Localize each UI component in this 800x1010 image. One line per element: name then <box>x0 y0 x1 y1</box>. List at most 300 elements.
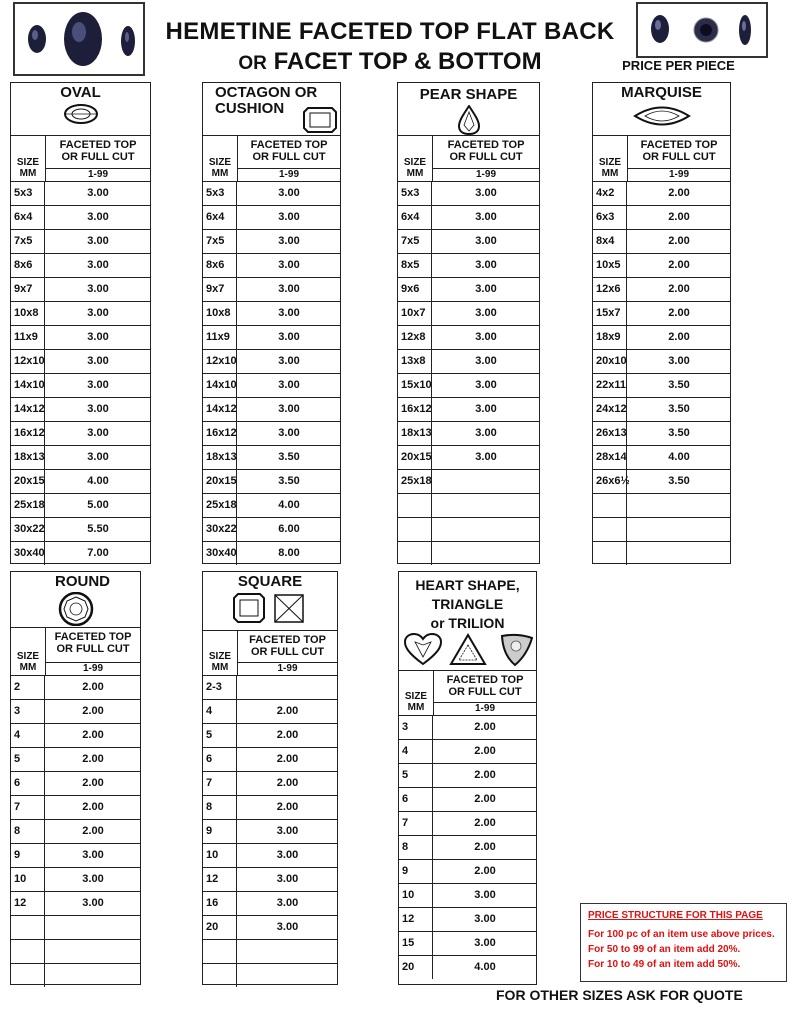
price-cell <box>433 517 539 541</box>
size-cell: 5 <box>399 763 433 787</box>
table-oval <box>10 82 151 564</box>
size-cell: 10x5 <box>593 253 627 277</box>
price-cell: 3.00 <box>278 427 300 439</box>
size-cell: 20x10 <box>593 349 627 373</box>
price-column-header <box>238 135 340 181</box>
table-row <box>593 325 730 350</box>
table-row <box>398 253 539 278</box>
price-cell: 2.00 <box>82 681 104 693</box>
price-structure-line-2: For 50 to 99 of an item add 20%. <box>588 944 741 955</box>
table-row <box>399 763 536 788</box>
table-oval-title: OVAL <box>60 84 101 101</box>
qty-label: 1-99 <box>238 168 340 181</box>
price-cell: 3.00 <box>475 235 497 247</box>
table-row <box>398 493 539 518</box>
price-column-header <box>628 135 730 181</box>
price-cell: 3.00 <box>87 403 109 415</box>
table-round-column-header <box>11 627 140 676</box>
price-cell: 2.00 <box>276 801 299 813</box>
table-row <box>593 421 730 446</box>
size-cell: 20x15 <box>398 445 432 469</box>
footer-note: FOR OTHER SIZES ASK FOR QUOTE <box>496 987 743 1003</box>
price-label-line1: FACETED TOP <box>446 674 524 686</box>
price-cell: 3.00 <box>276 825 299 837</box>
size-cell: 9x6 <box>398 277 432 301</box>
table-pear <box>397 82 540 564</box>
price-column-header <box>238 630 337 675</box>
table-pear-title: PEAR SHAPE <box>419 86 518 103</box>
table-row <box>203 843 337 868</box>
table-row <box>11 373 150 398</box>
price-cell <box>238 963 337 987</box>
table-square-header <box>203 572 337 631</box>
size-cell: 12 <box>399 907 433 931</box>
price-label-line1: FACETED TOP <box>249 634 326 646</box>
table-row <box>11 891 140 916</box>
table-row <box>11 277 150 302</box>
price-structure-line-3: For 10 to 49 of an item add 50%. <box>588 959 741 970</box>
table-row <box>11 675 140 700</box>
size-cell: 5x3 <box>11 181 45 205</box>
price-cell: 3.50 <box>278 451 300 463</box>
size-column-header <box>11 627 46 675</box>
table-row <box>398 397 539 422</box>
table-row <box>11 915 140 940</box>
size-cell: 2-3 <box>203 675 237 699</box>
price-structure-heading: PRICE STRUCTURE FOR THIS PAGE <box>588 910 763 921</box>
size-cell: 18x13 <box>398 421 432 445</box>
table-row <box>399 715 536 740</box>
table-row <box>11 963 140 987</box>
price-label-line2: OR FULL CUT <box>448 686 522 698</box>
price-cell: 3.00 <box>87 427 109 439</box>
table-row <box>11 325 150 350</box>
price-cell: 3.00 <box>475 355 497 367</box>
table-row <box>11 795 140 820</box>
size-cell <box>11 915 45 939</box>
gem-photo-right-image <box>638 4 766 56</box>
table-row <box>11 229 150 254</box>
table-row <box>11 843 140 868</box>
price-cell: 4.00 <box>668 451 690 463</box>
table-pear-header <box>398 83 539 136</box>
price-per-piece-label: PRICE PER PIECE <box>622 58 735 73</box>
octagon-gem-icon <box>303 107 337 133</box>
size-cell: 16 <box>203 891 237 915</box>
table-row <box>11 771 140 796</box>
table-round <box>10 571 141 985</box>
table-oval-column-header <box>11 135 150 182</box>
table-row <box>399 811 536 836</box>
table-row <box>203 675 337 700</box>
size-column-header <box>398 135 433 181</box>
price-label-line2: OR FULL CUT <box>61 151 135 163</box>
size-column-header <box>203 630 238 675</box>
price-column-header <box>46 627 140 675</box>
size-cell: 10 <box>203 843 237 867</box>
page-title-line1: HEMETINE FACETED TOP FLAT BACK <box>165 18 615 45</box>
size-cell: 4 <box>11 723 45 747</box>
price-cell: 3.00 <box>475 451 497 463</box>
qty-label: 1-99 <box>434 702 536 715</box>
price-cell: 2.00 <box>82 801 104 813</box>
table-heart-title-line2: TRIANGLE <box>431 596 504 612</box>
table-row <box>11 493 150 518</box>
size-cell: 6 <box>203 747 237 771</box>
price-cell <box>628 541 730 565</box>
size-cell: 7x5 <box>203 229 237 253</box>
price-cell: 3.00 <box>474 913 496 925</box>
size-cell: 7x5 <box>398 229 432 253</box>
gem-photo-left-image <box>15 4 143 74</box>
table-row <box>11 517 150 542</box>
size-cell: 25x18 <box>203 493 237 517</box>
size-cell: 4 <box>203 699 237 723</box>
price-cell: 2.00 <box>668 307 690 319</box>
table-row <box>203 723 337 748</box>
price-cell: 2.00 <box>82 705 104 717</box>
price-cell <box>46 915 140 939</box>
price-cell: 3.00 <box>278 235 300 247</box>
price-cell: 3.00 <box>475 307 497 319</box>
price-column-header <box>433 135 539 181</box>
table-row <box>398 229 539 254</box>
table-pear-column-header <box>398 135 539 182</box>
price-cell <box>238 675 337 699</box>
price-cell: 2.00 <box>474 793 496 805</box>
table-row <box>11 819 140 844</box>
size-cell: 30x40 <box>11 541 45 565</box>
price-cell: 3.50 <box>668 403 690 415</box>
price-cell: 3.00 <box>474 937 496 949</box>
table-row <box>398 277 539 302</box>
size-cell: 7x5 <box>11 229 45 253</box>
table-row <box>399 955 536 979</box>
size-cell: 26x6½ <box>593 469 627 493</box>
table-marquise-header <box>593 83 730 136</box>
table-row <box>399 883 536 908</box>
size-cell: 8x5 <box>398 253 432 277</box>
size-cell <box>398 517 432 541</box>
size-cell: 7 <box>399 811 433 835</box>
price-cell: 3.00 <box>276 849 299 861</box>
table-row <box>203 915 337 940</box>
price-cell: 3.00 <box>278 283 300 295</box>
table-row <box>203 205 340 230</box>
price-label-line1: FACETED TOP <box>447 139 525 151</box>
table-row <box>398 301 539 326</box>
size-cell: 18x13 <box>11 445 45 469</box>
size-mm-label: SIZE MM <box>208 651 232 673</box>
table-heart-column-header <box>399 670 536 716</box>
table-row <box>593 493 730 518</box>
price-cell: 3.00 <box>278 307 300 319</box>
table-row <box>203 541 340 565</box>
size-cell: 24x12 <box>593 397 627 421</box>
table-row <box>11 301 150 326</box>
round-gem-icon <box>58 592 94 626</box>
price-label-line1: FACETED TOP <box>250 139 328 151</box>
table-square-title: SQUARE <box>237 573 303 590</box>
price-cell: 3.00 <box>475 427 497 439</box>
size-cell: 8x6 <box>203 253 237 277</box>
table-square <box>202 571 338 985</box>
size-mm-label: SIZE MM <box>598 157 622 179</box>
table-row <box>399 739 536 764</box>
table-row <box>398 469 539 494</box>
price-cell: 3.00 <box>87 283 109 295</box>
price-cell: 3.00 <box>87 259 109 271</box>
size-column-header <box>203 135 238 181</box>
table-row <box>203 229 340 254</box>
size-cell: 12x8 <box>398 325 432 349</box>
heart-triangle-trilion-icons <box>403 633 533 667</box>
price-cell: 3.00 <box>82 873 104 885</box>
price-cell: 3.00 <box>278 355 300 367</box>
table-row <box>593 229 730 254</box>
table-oval-header <box>11 83 150 136</box>
size-cell: 12x10 <box>203 349 237 373</box>
price-cell: 2.00 <box>474 865 496 877</box>
price-column-header <box>434 670 536 715</box>
table-row <box>203 939 337 964</box>
size-cell: 14x12 <box>203 397 237 421</box>
size-cell: 30x22 <box>203 517 237 541</box>
table-row <box>11 181 150 206</box>
price-cell: 3.00 <box>278 379 300 391</box>
table-row <box>399 835 536 860</box>
size-column-header <box>399 670 434 715</box>
price-cell <box>46 939 140 963</box>
price-cell: 3.00 <box>474 889 496 901</box>
size-cell <box>593 493 627 517</box>
table-row <box>11 747 140 772</box>
size-mm-label: SIZE MM <box>403 157 427 179</box>
table-row <box>593 181 730 206</box>
price-label-line1: FACETED TOP <box>54 631 132 643</box>
price-cell: 3.50 <box>668 379 690 391</box>
table-row <box>593 373 730 398</box>
size-cell: 6x4 <box>203 205 237 229</box>
table-row <box>203 253 340 278</box>
size-mm-label: SIZE MM <box>404 691 428 713</box>
price-cell: 3.00 <box>87 211 109 223</box>
size-cell: 16x12 <box>398 397 432 421</box>
size-cell: 10x8 <box>203 301 237 325</box>
table-row <box>203 517 340 542</box>
table-row <box>398 421 539 446</box>
size-cell: 9 <box>399 859 433 883</box>
size-cell: 5x3 <box>398 181 432 205</box>
table-row <box>593 349 730 374</box>
size-cell: 20x15 <box>11 469 45 493</box>
table-row <box>203 891 337 916</box>
price-cell <box>433 469 539 493</box>
price-cell <box>46 963 140 987</box>
size-cell: 6 <box>399 787 433 811</box>
size-cell: 6x3 <box>593 205 627 229</box>
size-cell <box>203 939 237 963</box>
table-row <box>203 819 337 844</box>
price-cell: 3.00 <box>278 403 300 415</box>
table-row <box>398 445 539 470</box>
price-cell: 2.00 <box>668 283 690 295</box>
table-row <box>203 699 337 724</box>
price-cell: 3.00 <box>475 379 497 391</box>
table-row <box>203 795 337 820</box>
size-cell: 16x12 <box>11 421 45 445</box>
table-square-column-header <box>203 630 337 676</box>
table-marquise <box>592 82 731 564</box>
table-row <box>11 445 150 470</box>
size-cell: 10x7 <box>398 301 432 325</box>
price-cell: 2.00 <box>474 841 496 853</box>
price-cell: 6.00 <box>278 523 300 535</box>
price-cell: 3.00 <box>278 331 300 343</box>
price-cell: 2.00 <box>668 187 690 199</box>
table-row <box>593 541 730 565</box>
size-cell: 10 <box>399 883 433 907</box>
table-round-title: ROUND <box>55 573 110 590</box>
size-cell: 22x11 <box>593 373 627 397</box>
price-cell <box>628 517 730 541</box>
table-row <box>398 181 539 206</box>
size-cell: 8 <box>11 819 45 843</box>
table-octagon-header <box>203 83 340 136</box>
price-cell: 2.00 <box>276 753 299 765</box>
price-cell: 3.50 <box>278 475 300 487</box>
size-cell: 14x12 <box>11 397 45 421</box>
price-label-line2: OR FULL CUT <box>642 151 716 163</box>
price-cell: 3.00 <box>87 379 109 391</box>
size-column-header <box>11 135 46 181</box>
price-cell: 2.00 <box>668 235 690 247</box>
marquise-gem-icon <box>633 103 691 129</box>
price-cell: 3.00 <box>276 897 299 909</box>
title-or: OR <box>238 53 267 74</box>
price-cell: 3.00 <box>278 187 300 199</box>
size-cell: 11x9 <box>11 325 45 349</box>
price-cell: 3.00 <box>82 897 104 909</box>
size-cell: 30x40 <box>203 541 237 565</box>
size-cell <box>398 493 432 517</box>
table-row <box>203 469 340 494</box>
price-cell: 2.00 <box>276 729 299 741</box>
size-cell <box>11 963 45 987</box>
size-cell: 20 <box>399 955 433 979</box>
price-label-line2: OR FULL CUT <box>252 151 326 163</box>
size-cell: 18x13 <box>203 445 237 469</box>
square-gem-icon <box>233 592 307 624</box>
size-cell: 26x13 <box>593 421 627 445</box>
table-row <box>203 277 340 302</box>
table-row <box>11 699 140 724</box>
qty-label: 1-99 <box>628 168 730 181</box>
price-cell: 3.50 <box>668 427 690 439</box>
size-cell: 10x8 <box>11 301 45 325</box>
size-column-header <box>593 135 628 181</box>
table-marquise-title: MARQUISE <box>621 84 702 101</box>
size-cell: 4 <box>399 739 433 763</box>
table-row <box>398 373 539 398</box>
table-heart-header <box>399 572 536 671</box>
qty-label: 1-99 <box>433 168 539 181</box>
price-cell: 3.00 <box>475 331 497 343</box>
table-row <box>593 517 730 542</box>
size-cell: 9 <box>203 819 237 843</box>
table-row <box>593 253 730 278</box>
size-cell: 6x4 <box>398 205 432 229</box>
size-cell: 8x6 <box>11 253 45 277</box>
size-cell: 8 <box>203 795 237 819</box>
table-row <box>398 325 539 350</box>
table-row <box>203 747 337 772</box>
table-row <box>11 541 150 565</box>
table-row <box>399 907 536 932</box>
price-cell: 2.00 <box>82 777 104 789</box>
table-row <box>593 205 730 230</box>
size-mm-label: SIZE MM <box>208 157 232 179</box>
table-row <box>593 301 730 326</box>
size-cell: 12 <box>203 867 237 891</box>
table-heart-title-line1: HEART SHAPE, <box>415 577 520 593</box>
oval-gem-icon <box>63 103 99 125</box>
price-cell: 3.00 <box>276 873 299 885</box>
size-cell: 20x15 <box>203 469 237 493</box>
qty-label: 1-99 <box>46 662 140 675</box>
size-cell: 7 <box>11 795 45 819</box>
table-row <box>203 867 337 892</box>
price-cell: 2.00 <box>474 745 496 757</box>
size-cell: 12x10 <box>11 349 45 373</box>
price-cell: 3.00 <box>475 259 497 271</box>
price-cell: 3.00 <box>87 187 109 199</box>
table-row <box>399 859 536 884</box>
price-label-line2: OR FULL CUT <box>250 646 325 658</box>
table-row <box>203 421 340 446</box>
table-octagon-column-header <box>203 135 340 182</box>
price-cell: 3.00 <box>87 235 109 247</box>
size-cell: 12x6 <box>593 277 627 301</box>
price-cell: 4.00 <box>278 499 300 511</box>
table-row <box>593 445 730 470</box>
price-cell: 5.00 <box>87 499 109 511</box>
table-row <box>398 205 539 230</box>
table-row <box>398 541 539 565</box>
size-cell <box>593 541 627 565</box>
price-structure-box <box>580 903 787 982</box>
price-structure-line-1: For 100 pc of an item use above prices. <box>588 929 775 940</box>
size-cell: 25x18 <box>11 493 45 517</box>
table-row <box>11 205 150 230</box>
table-octagon <box>202 82 341 564</box>
price-cell: 2.00 <box>668 259 690 271</box>
table-row <box>203 373 340 398</box>
size-cell: 7 <box>203 771 237 795</box>
table-row <box>203 771 337 796</box>
table-row <box>203 493 340 518</box>
table-marquise-column-header <box>593 135 730 182</box>
table-row <box>399 787 536 812</box>
size-cell: 14x10 <box>11 373 45 397</box>
price-cell: 3.00 <box>475 403 497 415</box>
price-cell: 2.00 <box>474 721 496 733</box>
table-row <box>203 445 340 470</box>
price-cell: 2.00 <box>276 777 299 789</box>
size-cell: 15 <box>399 931 433 955</box>
size-cell: 5x3 <box>203 181 237 205</box>
table-row <box>399 931 536 956</box>
